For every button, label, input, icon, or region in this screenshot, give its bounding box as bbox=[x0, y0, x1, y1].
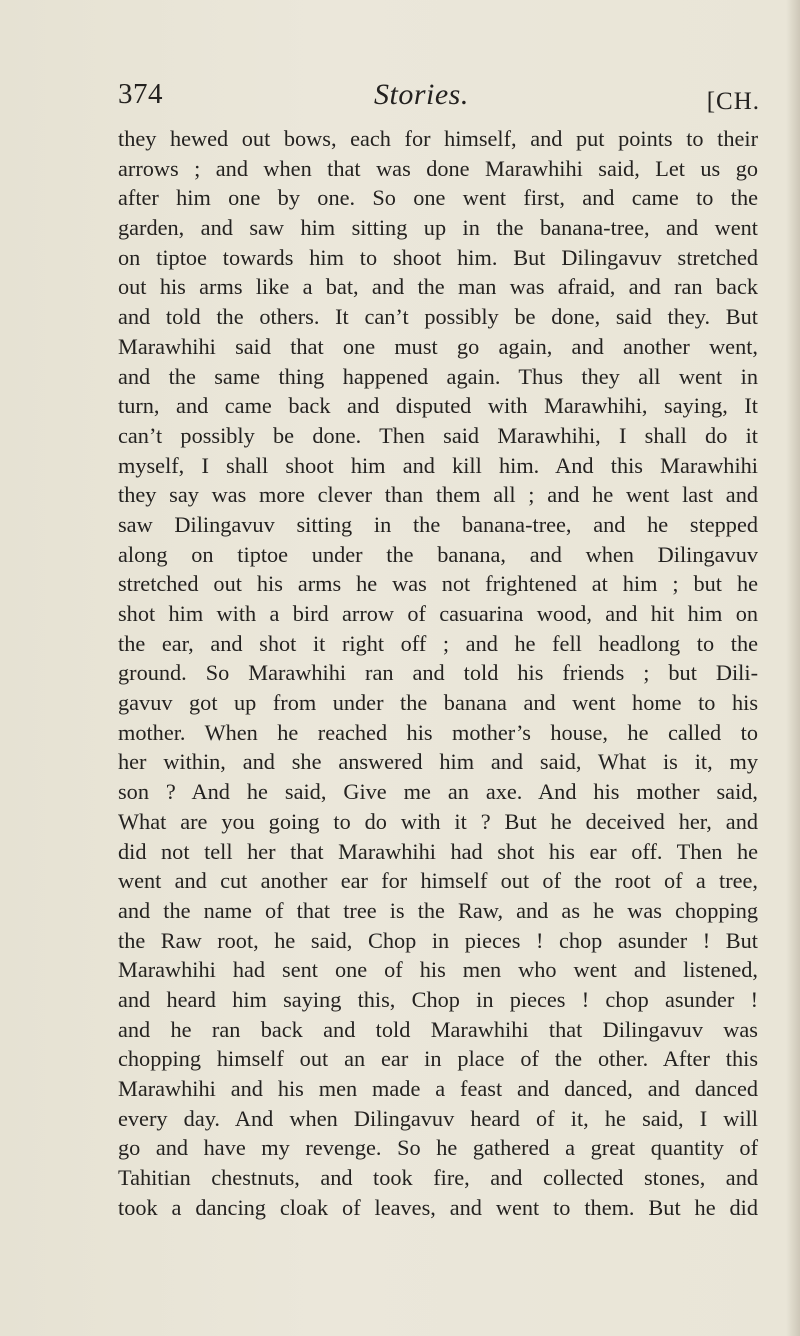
page-edge-shadow bbox=[786, 0, 800, 1336]
text-line: after him one by one. So one went first, and came to the bbox=[118, 185, 758, 211]
text-line: chopping himself out an ear in place of the other. After this bbox=[118, 1046, 758, 1072]
text-line: mother. When he reached his mother’s house, he called to bbox=[118, 719, 758, 745]
text-line: and he ran back and told Marawhihi that Dilingavuv was bbox=[118, 1016, 758, 1042]
text-line: and the same thing happened again. Thus they all went in bbox=[118, 363, 758, 389]
text-line: shot him with a bird arrow of casuarina wood, and hit him on bbox=[118, 601, 758, 626]
text-line: saw Dilingavuv sitting in the banana-tree, and he stepped bbox=[118, 511, 758, 537]
text-line: stretched out his arms he was not frightened at him ; but he bbox=[118, 571, 758, 597]
text-line: arrows ; and when that was done Marawhihi said, Let us go bbox=[118, 155, 758, 181]
text-line: Marawhihi had sent one of his men who went and listened, bbox=[118, 957, 758, 983]
text-line: myself, I shall shoot him and kill him. And this Marawhihi bbox=[118, 452, 758, 478]
chapter-mark: [CH. bbox=[706, 88, 760, 115]
text-line: garden, and saw him sitting up in the banana-tree, and went bbox=[118, 215, 758, 241]
text-line: did not tell her that Marawhihi had shot his ear off. Then he bbox=[118, 838, 758, 864]
text-line: turn, and came back and disputed with Marawhihi, saying, It bbox=[118, 393, 758, 419]
text-line: and heard him saying this, Chop in pieces ! chop asunder ! bbox=[118, 986, 758, 1012]
text-line: son ? And he said, Give me an axe. And his mother said, bbox=[118, 779, 758, 805]
running-head bbox=[118, 78, 758, 118]
text-line: gavuv got up from under the banana and went home to his bbox=[118, 690, 758, 716]
text-line: along on tiptoe under the banana, and when Dilingavuv bbox=[118, 541, 758, 567]
page-number: 374 bbox=[118, 78, 163, 110]
running-title: Stories. bbox=[374, 78, 469, 111]
body-text bbox=[118, 124, 758, 1222]
text-line: on tiptoe towards him to shoot him. But Dilingavuv stretched bbox=[118, 244, 758, 270]
text-line: and the name of that tree is the Raw, and as he was chopping bbox=[118, 897, 758, 923]
text-line: can’t possibly be done. Then said Marawhihi, I shall do it bbox=[118, 422, 758, 448]
text-line: ground. So Marawhihi ran and told his friends ; but Dili- bbox=[118, 660, 758, 686]
text-line: took a dancing cloak of leaves, and went to them. But he did bbox=[118, 1194, 758, 1220]
text-line: they hewed out bows, each for himself, and put points to their bbox=[118, 126, 758, 151]
text-line: and told the others. It can’t possibly be done, said they. But bbox=[118, 304, 758, 330]
text-line: go and have my revenge. So he gathered a great quantity of bbox=[118, 1135, 758, 1161]
text-line: the Raw root, he said, Chop in pieces ! chop asunder ! But bbox=[118, 927, 758, 953]
text-line: went and cut another ear for himself out of the root of a tree, bbox=[118, 868, 758, 894]
text-line: Marawhihi said that one must go again, and another went, bbox=[118, 333, 758, 359]
text-line: the ear, and shot it right off ; and he fell headlong to the bbox=[118, 630, 758, 656]
text-line: What are you going to do with it ? But he deceived her, and bbox=[118, 808, 758, 834]
text-line: Tahitian chestnuts, and took fire, and collected stones, and bbox=[118, 1165, 758, 1191]
text-line: out his arms like a bat, and the man was afraid, and ran back bbox=[118, 274, 758, 300]
text-line: they say was more clever than them all ; and he went last and bbox=[118, 482, 758, 508]
text-line: her within, and she answered him and said, What is it, my bbox=[118, 749, 758, 775]
text-line: Marawhihi and his men made a feast and danced, and danced bbox=[118, 1076, 758, 1101]
text-line: every day. And when Dilingavuv heard of it, he said, I will bbox=[118, 1105, 758, 1131]
